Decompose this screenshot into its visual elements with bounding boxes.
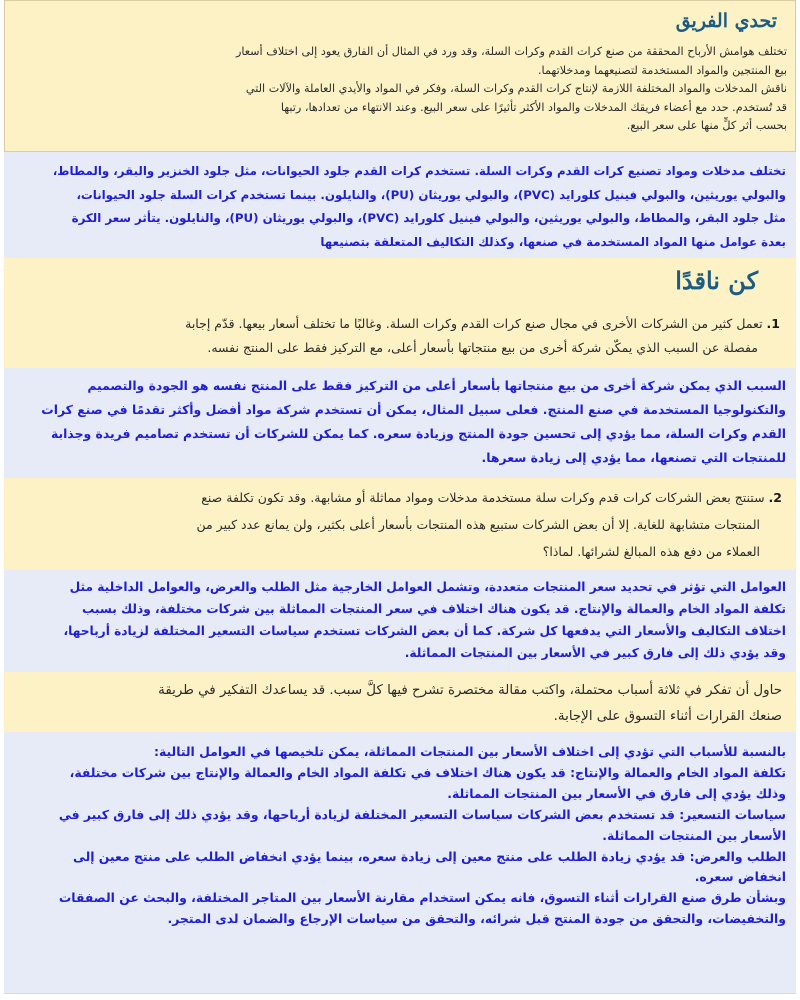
text-line: بحسب أثر كلٍّ منها على سعر البيع. <box>626 119 787 133</box>
answer-line: الأسعار بين المنتجات المماثلة. <box>602 827 786 843</box>
question-number: 2. <box>768 490 782 505</box>
text-line: ناقش المدخلات والمواد المختلفة اللازمة لإنتاج كرات القدم وكرات السلة، وفكر في المواد والأيدي العاملة والآلات التي <box>245 82 787 96</box>
answer-line: بعدة عوامل منها المواد المستخدمة في صنعها، وكذلك التكاليف المتعلقة بتصنيعها <box>320 234 786 249</box>
think-prompt <box>4 672 796 732</box>
prompt-line: حاول أن تفكر في ثلاثة أسباب محتملة، واكتب مقالة مختصرة تشرح فيها كلَّ سبب. قد يساعدك التفكير في طريقة <box>158 683 782 698</box>
team-challenge-title: تحدي الفريق <box>675 10 777 32</box>
answer-line: تكلفة المواد الخام والعمالة والإنتاج: قد يكون هناك اختلاف في تكلفة المواد الخام والعمالة والإنتاج بين شركات مختلفة، <box>69 764 786 780</box>
question-line: المنتجات متشابهة للغاية. إلا أن بعض الشركات ستبيع هذه المنتجات بأسعار أعلى بكثير، ولن يمانع عدد كبير من <box>196 517 760 532</box>
answer-3-block <box>4 732 796 994</box>
answer-line: بالنسبة للأسباب التي تؤدي إلى اختلاف الأسعار بين المنتجات المماثلة، يمكن تلخيصها في العوامل التالية: <box>154 744 786 759</box>
question-line <box>18 484 782 511</box>
be-critical-title: كن ناقدًا <box>675 266 758 295</box>
question-number: 1. <box>766 316 780 331</box>
question-text: ستنتج بعض الشركات كرات قدم وكرات سلة مستخدمة مدخلات ومواد مماثلة أو مشابهة. وقد تكون تكلفة صنع <box>201 490 765 505</box>
answer-line: القدم وكرات السلة، مما يؤدي إلى تحسين جودة المنتج وزيادة سعره. كما يمكن للشركات أن تستخدم تصاميم فريدة وجذابة <box>51 426 786 441</box>
answer-line: تكلفة المواد الخام والعمالة والإنتاج. قد يكون هناك اختلاف في سعر المنتجات المماثلة بين شركات مختلفة، وذلك بسبب <box>81 602 786 616</box>
answer-line: والتخفيضات، والتحقق من جودة المنتج قبل شرائه، والتحقق من سياسات الإرجاع والضمان لدى المتجر. <box>167 911 786 927</box>
question-1 <box>4 306 796 368</box>
answer-line: والتكنولوجيا المستخدمة في صنع المنتج. فعلى سبيل المثال، يمكن أن تستخدم شركة مواد أفضل وأكثر تقدمًا في صنع كرات <box>41 402 786 417</box>
team-challenge-box <box>4 0 796 152</box>
text-line: بيع المنتجين والمواد المستخدمة لتصنيعهما ومدخلاتهما. <box>538 63 787 77</box>
be-critical-header <box>4 258 796 306</box>
answer-2-block <box>4 570 796 672</box>
answer-inputs-block <box>4 152 796 258</box>
question-line: مفصلة عن السبب الذي يمكّن شركة أخرى من بيع منتجاتها بأسعار أعلى، مع التركيز فقط على المنتج نفسه. <box>207 340 758 355</box>
text-line: قد تُستخدم. حدد مع أعضاء فريقك المدخلات والمواد الأكثر تأثيرًا على سعر البيع. وعند الانتهاء من تعدادها، رتبها <box>280 100 787 114</box>
answer-line: انخفاض سعره. <box>694 869 786 885</box>
question-text: تعمل كثير من الشركات الأخرى في مجال صنع كرات القدم وكرات السلة. وغالبًا ما تختلف أسعار بيعها. قدّم إجابة <box>185 316 763 331</box>
page-bottom-margin <box>0 994 800 1000</box>
text-line: تختلف هوامش الأرباح المحققة من صنع كرات القدم وكرات السلة، وقد ورد في المثال أن الفارق يعود إلى اختلاف أسعار <box>235 45 787 58</box>
answer-line: وذلك يؤدي إلى فارق في الأسعار بين المنتجات المماثلة. <box>447 785 786 801</box>
answer-line: وقد يؤدي ذلك إلى فارق كبير في الأسعار بين المنتجات المماثلة. <box>404 646 786 660</box>
answer-line: الطلب والعرض: قد يؤدي زيادة الطلب على منتج معين إلى زيادة سعره، بينما يؤدي انخفاض الطلب على منتج معين إلى <box>73 848 786 864</box>
answer-line: تختلف مدخلات ومواد تصنيع كرات القدم وكرات السلة. تستخدم كرات القدم جلود الحيوانات، مثل جلود الخنزير والبقر، والمطاط، <box>52 164 786 178</box>
answer-line: للمنتجات التي تصنعها، مما يؤدي إلى زيادة سعرها. <box>481 450 786 465</box>
answer-line: اختلاف التكاليف والأسعار التي يدفعها كل شركة. كما أن بعض الشركات تستخدم سياسات التسعير المختلفة لزيادة أرباحها، <box>63 624 786 638</box>
prompt-line: صنعك القرارات أثناء التسوق على الإجابة. <box>553 709 782 724</box>
answer-line: سياسات التسعير: قد تستخدم بعض الشركات سياسات التسعير المختلفة لزيادة أرباحها، وقد يؤدي ذلك إلى فارق كبير في <box>58 806 786 822</box>
question-2 <box>4 478 796 570</box>
question-line <box>18 312 780 336</box>
answer-line: العوامل التي تؤثر في تحديد سعر المنتجات متعددة، وتشمل العوامل الخارجية مثل الطلب والعرض، والعوامل الداخلية مثل <box>69 580 786 594</box>
answer-1-block <box>4 368 796 478</box>
answer-line: والبولي يوريثين، والبولي فينيل كلورايد (PVC)، والبولي يوريثان (PU)، والنايلون. بينما تستخدم كرات السلة جلود الحيوانات، <box>76 187 786 202</box>
answer-line: وبشأن طرق صنع القرارات أثناء التسوق، فانه يمكن استخدام مقارنة الأسعار بين المتاجر المختلفة، والبحث عن الصفقات <box>58 890 786 906</box>
team-challenge-text <box>13 43 787 136</box>
answer-line: السبب الذي يمكن شركة أخرى من بيع منتجاتها بأسعار أعلى من التركيز فقط على المنتج نفسه هو الجودة والتصميم <box>87 378 786 393</box>
answer-line: مثل جلود البقر، والمطاط، والبولي يوريثين، والبولي فينيل كلورايد (PVC)، والبولي يوريثان (PU)، والنايلون. يتأثر سعر الكرة <box>71 211 786 225</box>
question-line: العملاء من دفع هذه المبالغ لشرائها. لماذا؟ <box>542 544 760 559</box>
